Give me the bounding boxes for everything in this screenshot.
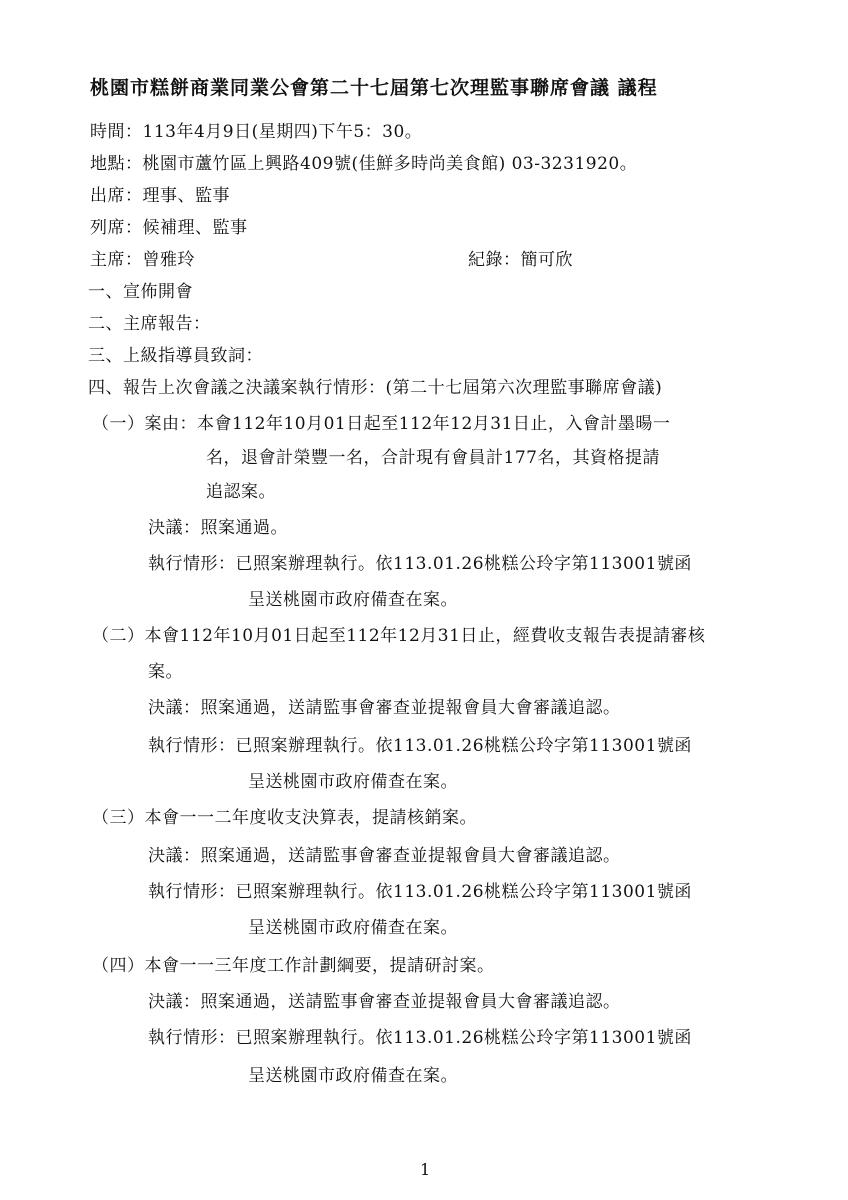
- agenda-item-3: 三、上級指導員致詞：: [88, 346, 263, 366]
- case-2-line-1: （二）本會112年10月01日起至112年12月31日止，經費收支報告表提請審核: [92, 626, 706, 646]
- case-4-resolution: 決議：照案通過，送請監事會審查並提報會員大會審議追認。: [148, 992, 621, 1012]
- case-2-line-2: 案。: [148, 662, 183, 682]
- agenda-item-4: 四、報告上次會議之決議案執行情形：(第二十七屆第六次理監事聯席會議): [88, 378, 663, 398]
- case-2-execution-2: 呈送桃園市政府備查在案。: [248, 772, 458, 792]
- case-2-execution-1: 執行情形：已照案辦理執行。依113.01.26桃糕公玲字第113001號函: [148, 736, 692, 756]
- chairperson: 主席：曾雅玲: [90, 250, 195, 270]
- case-1-execution-1: 執行情形：已照案辦理執行。依113.01.26桃糕公玲字第113001號函: [148, 554, 692, 574]
- case-3-line-1: （三）本會一一二年度收支決算表，提請核銷案。: [92, 808, 477, 828]
- document-title: 桃園市糕餅商業同業公會第二十七屆第七次理監事聯席會議 議程: [90, 77, 658, 99]
- observers: 列席：候補理、監事: [90, 218, 248, 238]
- case-4-line-1: （四）本會一一三年度工作計劃綱要，提請研討案。: [92, 956, 495, 976]
- case-1-line-3: 追認案。: [206, 482, 276, 502]
- case-1-execution-2: 呈送桃園市政府備查在案。: [248, 590, 458, 610]
- case-4-execution-2: 呈送桃園市政府備查在案。: [248, 1066, 458, 1086]
- meeting-place: 地點：桃園市蘆竹區上興路409號(佳鮮多時尚美食館) 03-3231920。: [90, 154, 638, 174]
- case-3-execution-2: 呈送桃園市政府備查在案。: [248, 918, 458, 938]
- case-1-resolution: 決議：照案通過。: [148, 518, 288, 538]
- attendees: 出席：理事、監事: [90, 186, 230, 206]
- case-1-line-2: 名，退會計榮豐一名，合計現有會員計177名，其資格提請: [206, 448, 660, 468]
- agenda-item-2: 二、主席報告：: [88, 314, 211, 334]
- page-number: 1: [420, 1160, 431, 1179]
- case-3-resolution: 決議：照案通過，送請監事會審查並提報會員大會審議追認。: [148, 846, 621, 866]
- case-3-execution-1: 執行情形：已照案辦理執行。依113.01.26桃糕公玲字第113001號函: [148, 882, 692, 902]
- case-1-line-1: （一）案由：本會112年10月01日起至112年12月31日止，入會計墨暘一: [92, 414, 671, 434]
- recorder: 紀錄：簡可欣: [468, 250, 573, 270]
- agenda-item-1: 一、宣佈開會: [88, 282, 193, 302]
- case-4-execution-1: 執行情形：已照案辦理執行。依113.01.26桃糕公玲字第113001號函: [148, 1028, 692, 1048]
- case-2-resolution: 決議：照案通過，送請監事會審查並提報會員大會審議追認。: [148, 698, 621, 718]
- meeting-time: 時間：113年4月9日(星期四)下午5：30。: [90, 122, 423, 142]
